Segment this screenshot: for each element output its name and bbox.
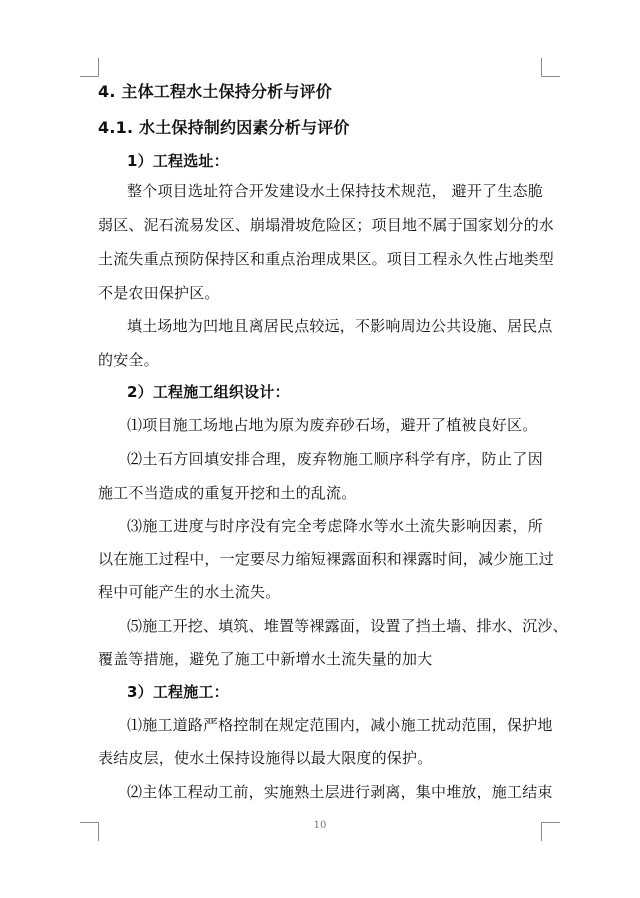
paragraph-line: 整个项目选址符合开发建设水土保持技术规范， 避开了生态脆 bbox=[127, 182, 543, 200]
list-item-line: 以在施工过程中，一定要尽力缩短裸露面积和裸露时间，减少施工过 bbox=[98, 550, 555, 568]
page-number: 10 bbox=[313, 820, 327, 831]
paragraph-line: 弱区、泥石流易发区、崩塌滑坡危险区；项目地不属于国家划分的水 bbox=[98, 216, 555, 234]
margin-corner-bottom-right bbox=[541, 822, 560, 841]
list-item-line: 施工不当造成的重复开挖和土的乱流。 bbox=[98, 484, 357, 502]
list-item-line: 程中可能产生的水土流失。 bbox=[98, 583, 281, 601]
list-item-line: ⑵主体工程动工前，实施熟土层进行剥离，集中堆放，施工结束 bbox=[127, 783, 553, 801]
construction-title: 3）工程施工： bbox=[127, 683, 229, 701]
list-item-line: ⑵土石方回填安排合理，废弃物施工顺序科学有序，防止了因 bbox=[127, 450, 543, 468]
list-item-line: ⑴项目施工场地占地为原为废弃砂石场，避开了植被良好区。 bbox=[127, 416, 538, 434]
subsection-heading: 4.1. 水土保持制约因素分析与评价 bbox=[98, 118, 350, 137]
margin-corner-bottom-left bbox=[80, 822, 99, 841]
margin-corner-top-right bbox=[541, 58, 560, 77]
list-item-line: ⑴施工道路严格控制在规定范围内，减小施工扰动范围，保护地 bbox=[127, 716, 553, 734]
list-item-line: 表结皮层，使水土保持设施得以最大限度的保护。 bbox=[98, 749, 433, 767]
section-heading: 4. 主体工程水土保持分析与评价 bbox=[98, 82, 332, 101]
site-selection-title: 1）工程选址： bbox=[127, 152, 229, 170]
construction-organization-title: 2）工程施工组织设计： bbox=[127, 383, 290, 401]
list-item-line: 覆盖等措施，避免了施工中新增水土流失量的加大 bbox=[98, 650, 433, 668]
list-item-line: ⑶施工进度与时序没有完全考虑降水等水土流失影响因素，所 bbox=[127, 517, 543, 535]
paragraph-line: 填土场地为凹地且离居民点较远，不影响周边公共设施、居民点 bbox=[127, 317, 553, 335]
list-item-line: ⑸施工开挖、填筑、堆置等裸露面，设置了挡土墙、排水、沉沙、 bbox=[127, 617, 568, 635]
margin-corner-top-left bbox=[80, 58, 99, 77]
paragraph-line: 的安全。 bbox=[98, 351, 159, 369]
paragraph-line: 土流失重点预防保持区和重点治理成果区。项目工程永久性占地类型 bbox=[98, 250, 555, 268]
paragraph-line: 不是农田保护区。 bbox=[98, 284, 220, 302]
